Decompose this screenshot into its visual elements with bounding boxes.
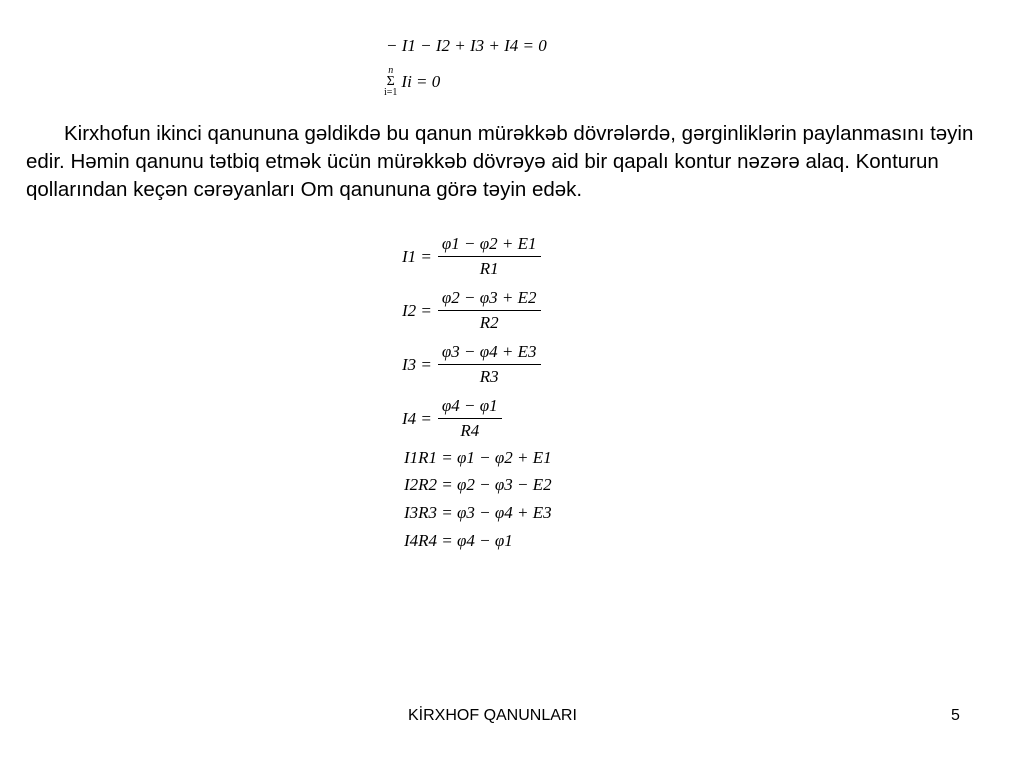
formula-lhs: I1 = — [402, 246, 432, 266]
formula-lhs: I4 = — [402, 408, 432, 428]
sigma-icon: Σ — [386, 74, 395, 89]
body-paragraph: Kirxhofun ikinci qanununa gəldikdə bu qanun mürəkkəb dövrələrdə, gərginliklərin paylanmasını təyin edir. Həmin qanunu tətbiq etmək ücün mürəkkəb dövrəyə aid bir qapalı kontur nəzərə alaq. Konturun qollarından keçən cərəyanları Om qanununa görə təyin edək. — [26, 122, 974, 201]
sum-lower-limit: i=1 — [384, 87, 398, 98]
current-formula-3 — [402, 342, 541, 387]
sum-upper-limit: n — [388, 65, 394, 76]
fraction-numerator: φ2 − φ3 + E2 — [438, 288, 541, 311]
sum-body: Ii = 0 — [401, 72, 441, 91]
fraction-denominator: R4 — [460, 421, 480, 440]
kcl-equation-text: − I1 − I2 + I3 + I4 = 0 — [386, 36, 547, 55]
voltage-equation-2: I2R2 = φ2 − φ3 − E2 — [404, 475, 552, 494]
kcl-equation — [386, 36, 547, 56]
fraction-numerator: φ3 − φ4 + E3 — [438, 342, 541, 365]
fraction — [438, 342, 541, 387]
sigma-symbol — [384, 66, 397, 98]
voltage-equation-4: I4R4 = φ4 − φ1 — [404, 531, 513, 550]
footer-title: KİRXHOF QANUNLARI — [408, 707, 577, 724]
fraction-denominator: R2 — [479, 313, 499, 332]
fraction-denominator: R3 — [479, 367, 499, 386]
current-formula-2 — [402, 288, 541, 333]
fraction — [438, 288, 541, 333]
fraction — [438, 234, 541, 279]
fraction — [438, 396, 502, 441]
voltage-equation-1: I1R1 = φ1 − φ2 + E1 — [404, 448, 552, 467]
fraction-denominator: R1 — [479, 259, 499, 278]
fraction-numerator: φ1 − φ2 + E1 — [438, 234, 541, 257]
voltage-equation-3: I3R3 = φ3 − φ4 + E3 — [404, 503, 552, 522]
formula-lhs: I3 = — [402, 354, 432, 374]
current-formula-4 — [402, 396, 502, 441]
sum-equation — [384, 66, 440, 98]
formula-lhs: I2 = — [402, 300, 432, 320]
fraction-numerator: φ4 − φ1 — [438, 396, 502, 419]
page-number: 5 — [951, 707, 960, 724]
current-formula-1 — [402, 234, 541, 279]
